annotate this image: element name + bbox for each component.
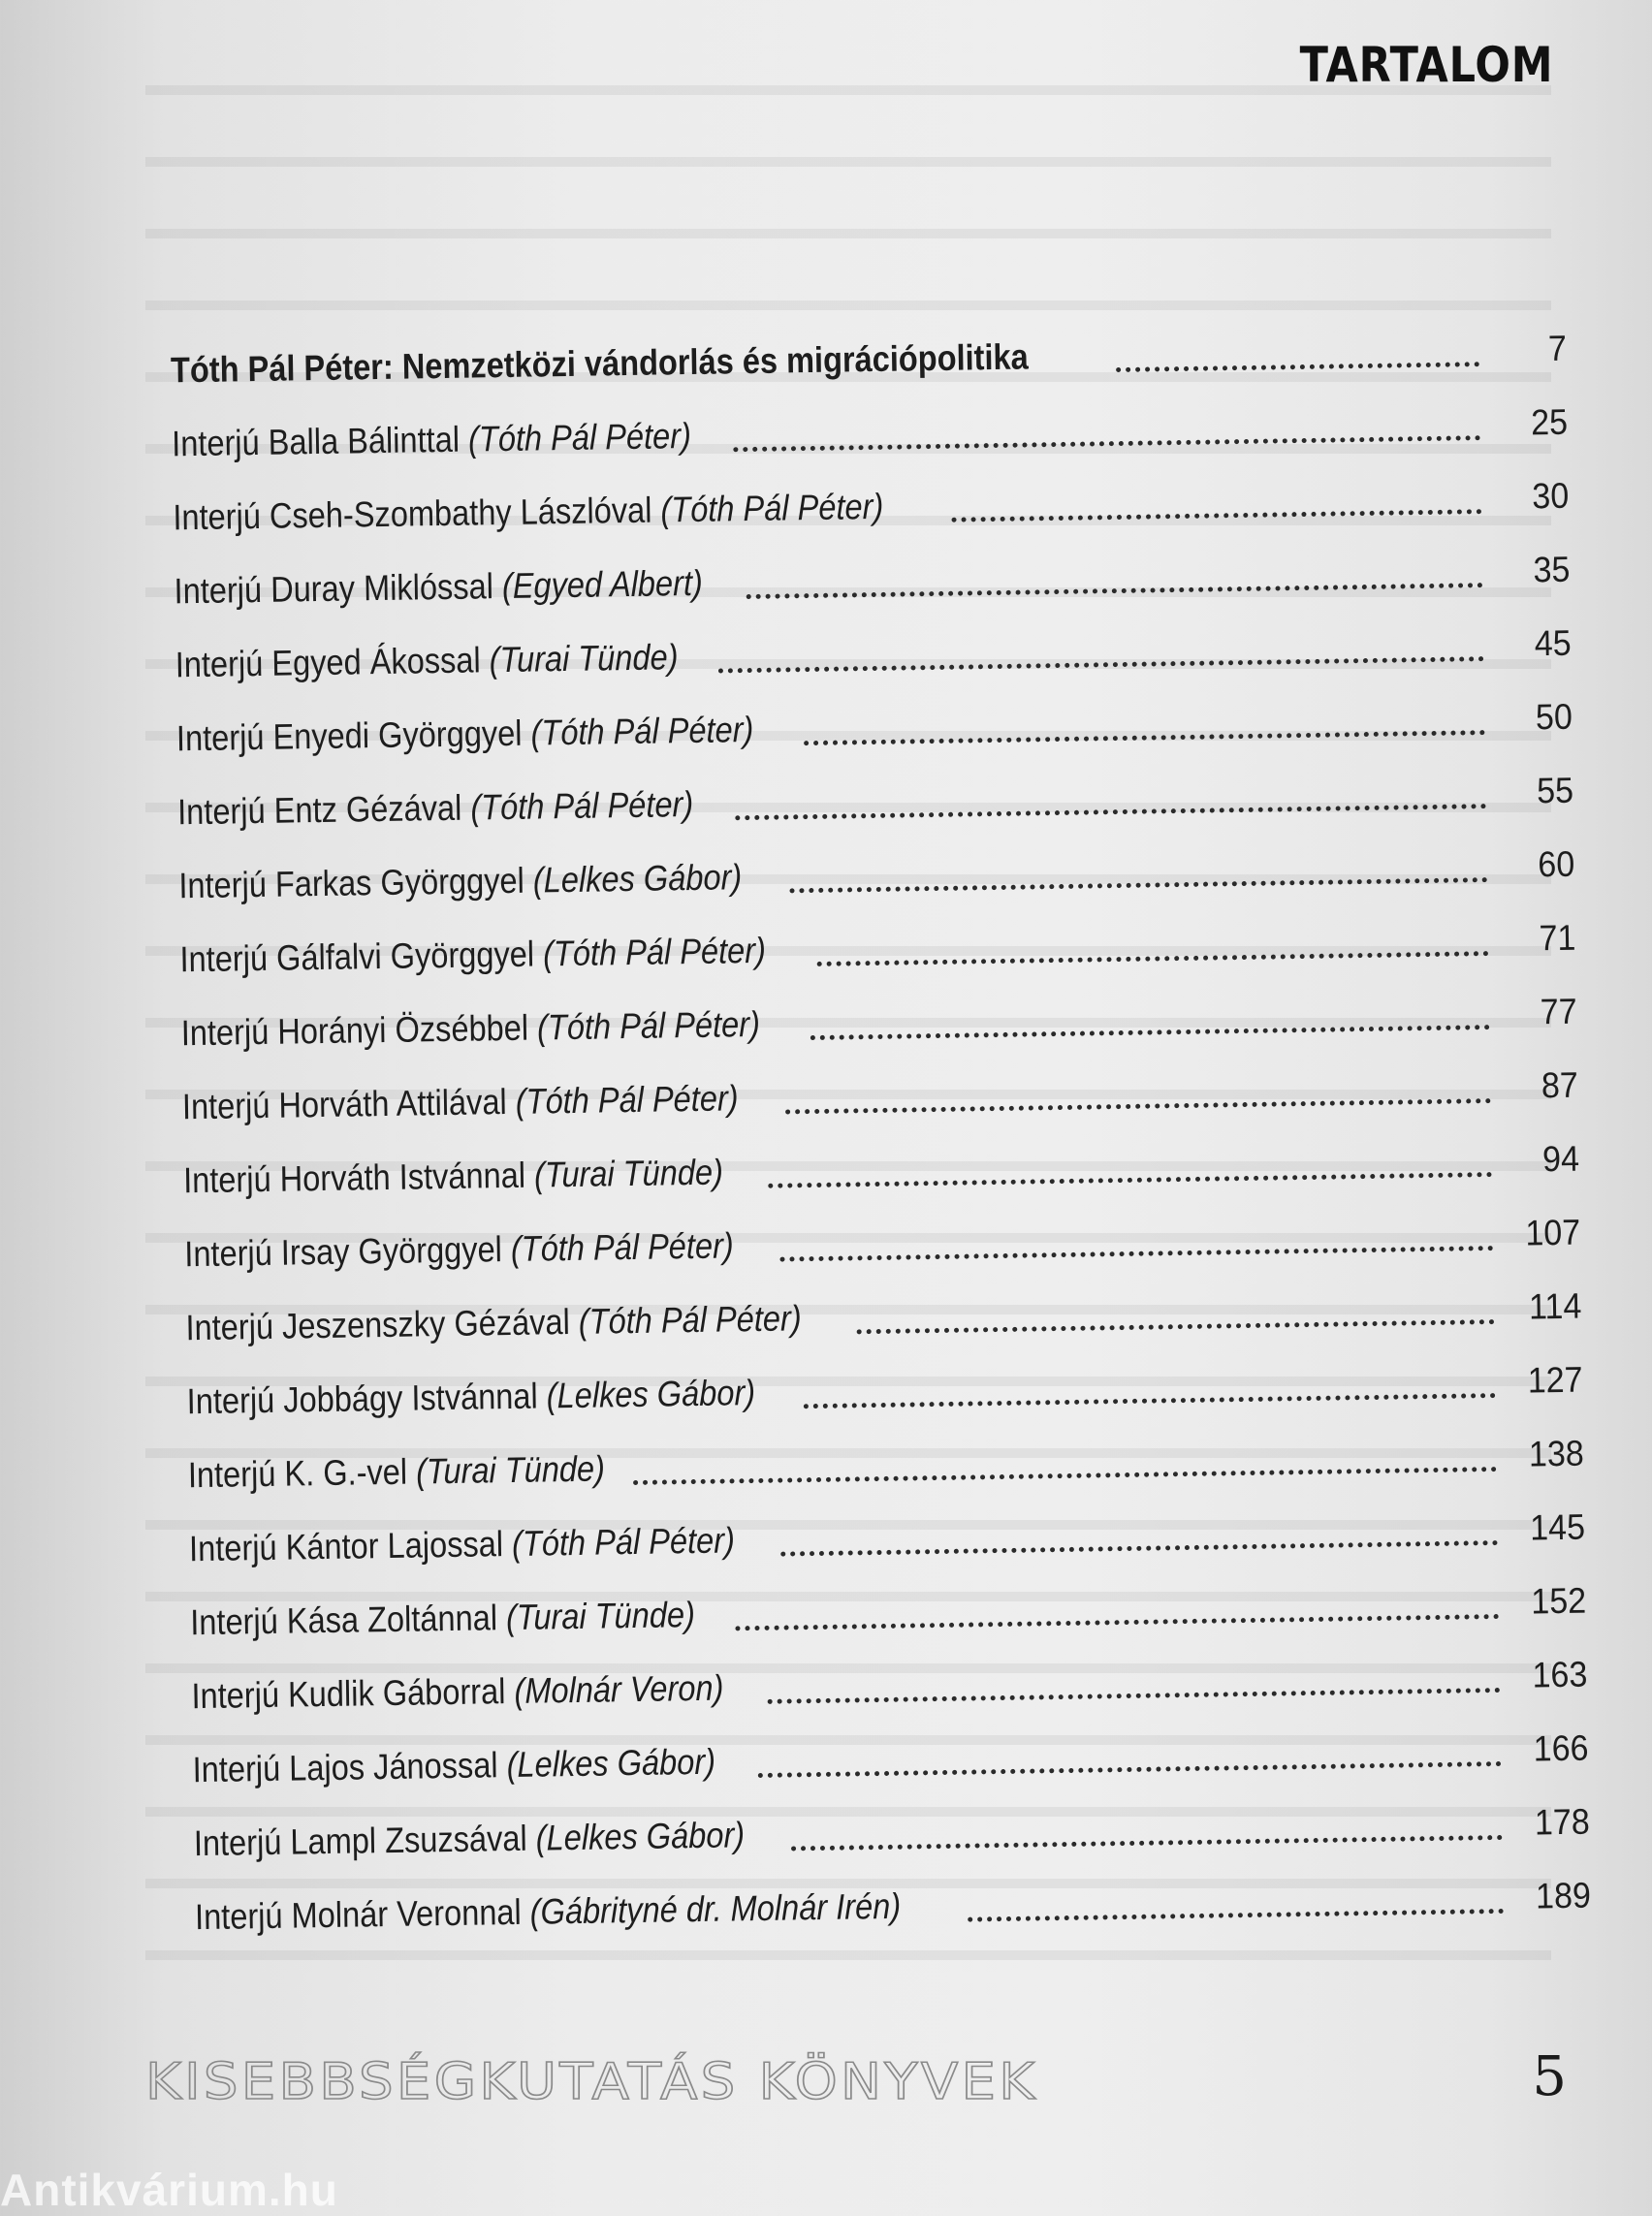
toc-entry-title xyxy=(189,1511,736,1578)
toc-entry[interactable] xyxy=(186,1351,1583,1432)
dot-leader xyxy=(817,951,1489,966)
toc-page-number: 178 xyxy=(1534,1801,1591,1843)
interviewer: (Tóth Pál Péter) xyxy=(470,783,694,828)
interview-subject: Interjú Irsay Györggyel xyxy=(184,1229,503,1275)
toc-entry-title xyxy=(185,1289,802,1357)
toc-entry-title xyxy=(180,996,760,1062)
toc-entry-title xyxy=(176,701,754,768)
toc-page-number: 127 xyxy=(1527,1359,1583,1401)
toc-entry-title xyxy=(178,848,743,915)
interview-subject: Interjú Entz Gézával xyxy=(176,787,462,833)
interview-subject: Interjú Lampl Zsuzsával xyxy=(193,1818,528,1864)
interviewer: (Tóth Pál Péter) xyxy=(660,486,884,530)
dot-leader xyxy=(735,1614,1499,1630)
toc-entry[interactable] xyxy=(177,762,1574,842)
interviewer: (Turai Tünde) xyxy=(415,1448,606,1492)
toc-entry[interactable] xyxy=(176,688,1573,769)
dot-leader xyxy=(758,1760,1502,1777)
interview-subject: Interjú K. G.-vel xyxy=(187,1451,408,1496)
interviewer: (Tóth Pál Péter) xyxy=(578,1298,802,1342)
interviewer: (Tóth Pál Péter) xyxy=(467,415,692,459)
toc-page-number: 94 xyxy=(1541,1138,1580,1180)
dot-leader xyxy=(804,1393,1496,1409)
interview-subject: Interjú Egyed Ákossal xyxy=(175,640,481,685)
series-name: KISEBBSÉGKUTATÁS KÖNYVEK xyxy=(145,2053,1038,2111)
toc-page-number: 107 xyxy=(1525,1212,1581,1253)
dot-leader xyxy=(767,1687,1500,1703)
toc-entry[interactable] xyxy=(189,1499,1586,1579)
toc-entry[interactable] xyxy=(181,1057,1578,1137)
dot-leader xyxy=(810,1025,1490,1040)
toc-page-number: 87 xyxy=(1541,1064,1579,1106)
toc-page-number: 45 xyxy=(1534,622,1572,664)
toc-entry-title: Tóth Pál Péter: Nemzetközi vándorlás és migrációpolitika xyxy=(170,336,1030,391)
interviewer: (Tóth Pál Péter) xyxy=(515,1078,739,1122)
interviewer: (Turai Tünde) xyxy=(533,1152,724,1195)
dot-leader xyxy=(969,1908,1505,1921)
page-title: TARTALOM xyxy=(1299,37,1553,93)
interview-subject: Interjú Horváth Attilával xyxy=(181,1082,508,1127)
dot-leader xyxy=(733,435,1480,452)
dot-leader xyxy=(780,1540,1498,1557)
toc-entry[interactable] xyxy=(175,615,1572,695)
interview-subject: Interjú Lajos Jánossal xyxy=(192,1745,498,1790)
toc-page-number: 163 xyxy=(1532,1654,1588,1695)
toc-entry[interactable] xyxy=(184,1204,1581,1284)
toc-entry[interactable] xyxy=(190,1572,1587,1653)
dot-leader xyxy=(785,1098,1491,1114)
dot-leader xyxy=(804,730,1485,745)
watermark: Antikvárium.hu xyxy=(0,2165,338,2215)
toc-page-number: 71 xyxy=(1539,917,1576,959)
dot-leader xyxy=(951,509,1481,522)
toc-entry-title xyxy=(184,1217,734,1283)
toc-entry-title xyxy=(195,1878,902,1947)
toc-page-number: 152 xyxy=(1531,1580,1587,1622)
toc-entry-title xyxy=(192,1733,715,1799)
toc-entry-title xyxy=(186,1364,755,1431)
toc-entry-title xyxy=(181,1069,739,1136)
toc-entry-title xyxy=(183,1144,724,1211)
toc-entry[interactable] xyxy=(180,983,1577,1063)
dot-leader xyxy=(791,1834,1503,1851)
toc-entry[interactable] xyxy=(185,1278,1582,1358)
interview-subject: Interjú Duray Miklóssal xyxy=(174,566,494,612)
dot-leader xyxy=(768,1172,1492,1188)
toc-entry-title xyxy=(177,776,694,841)
interview-subject: Interjú Kudlik Gáborral xyxy=(191,1671,506,1717)
interviewer: (Lelkes Gábor) xyxy=(535,1815,746,1858)
interview-subject: Interjú Enyedi Györggyel xyxy=(175,712,523,759)
toc-entry[interactable] xyxy=(187,1425,1584,1505)
toc-page-number: 7 xyxy=(1547,328,1568,369)
interview-subject: Interjú Horváth Istvánnal xyxy=(182,1155,526,1201)
toc-entry[interactable] xyxy=(179,909,1576,990)
interview-subject: Interjú Kása Zoltánnal xyxy=(189,1598,498,1643)
interview-subject: Interjú Molnár Veronnal xyxy=(194,1891,523,1938)
interviewer: (Lelkes Gábor) xyxy=(532,857,743,901)
interview-subject: Interjú Gálfalvi Györggyel xyxy=(179,934,535,980)
toc-page-number: 138 xyxy=(1528,1433,1585,1474)
toc-entry-title xyxy=(191,1660,724,1726)
toc-entry-title xyxy=(190,1586,695,1652)
toc-entry[interactable] xyxy=(195,1867,1592,1947)
toc-entry-title xyxy=(173,478,884,548)
interview-subject: Interjú Balla Bálinttal xyxy=(171,419,461,464)
interview-subject: Interjú Kántor Lajossal xyxy=(188,1524,504,1569)
interviewer: (Turai Tünde) xyxy=(505,1595,696,1638)
interview-subject: Interjú Jeszenszky Gézával xyxy=(185,1302,571,1348)
interviewer: (Tóth Pál Péter) xyxy=(510,1225,735,1269)
toc-page-number: 25 xyxy=(1530,401,1569,443)
dot-leader xyxy=(633,1467,1497,1485)
footer-page-number: 5 xyxy=(1532,2045,1567,2108)
interviewer: (Tóth Pál Péter) xyxy=(511,1520,736,1564)
interviewer: (Tóth Pál Péter) xyxy=(530,709,754,753)
interview-subject: Interjú Cseh-Szombathy Lászlóval xyxy=(173,490,652,538)
toc-page-number: 30 xyxy=(1532,475,1570,517)
interviewer: (Lelkes Gábor) xyxy=(546,1373,756,1416)
interview-subject: Interjú Horányi Özsébbel xyxy=(180,1007,529,1054)
toc-page-number: 189 xyxy=(1535,1875,1592,1916)
interviewer: (Tóth Pál Péter) xyxy=(542,930,767,974)
interviewer: (Lelkes Gábor) xyxy=(506,1741,716,1786)
interviewer: (Egyed Albert) xyxy=(501,562,704,607)
dot-leader xyxy=(1117,362,1480,372)
toc-entry[interactable] xyxy=(178,836,1575,916)
toc-entry-title xyxy=(175,628,679,694)
toc-entry-title xyxy=(172,407,692,473)
toc-entry[interactable] xyxy=(191,1646,1588,1726)
interview-subject: Interjú Jobbágy Istvánnal xyxy=(186,1376,539,1422)
toc-entry[interactable] xyxy=(171,320,1568,400)
toc-page-number: 145 xyxy=(1529,1506,1586,1548)
dot-leader xyxy=(790,877,1488,893)
toc-entry-title xyxy=(193,1806,745,1873)
interviewer: (Molnár Veron) xyxy=(514,1667,724,1711)
toc-entry[interactable] xyxy=(173,467,1570,548)
toc-entry-title xyxy=(187,1440,605,1504)
interviewer: (Gábrityné dr. Molnár Irén) xyxy=(529,1885,902,1932)
interviewer: (Turai Tünde) xyxy=(489,637,679,681)
interview-subject: Interjú Farkas Györggyel xyxy=(178,860,525,906)
toc-entry[interactable] xyxy=(192,1720,1589,1800)
toc-page-number: 166 xyxy=(1533,1727,1589,1769)
toc-page-number: 60 xyxy=(1538,843,1575,885)
toc-entry[interactable] xyxy=(193,1793,1590,1874)
interviewer: (Tóth Pál Péter) xyxy=(536,1003,761,1048)
toc-entry[interactable] xyxy=(172,394,1569,474)
toc-page-number: 50 xyxy=(1535,696,1573,738)
dot-leader xyxy=(779,1246,1493,1262)
toc-page-number: 55 xyxy=(1536,770,1574,811)
dot-leader xyxy=(746,583,1482,599)
dot-leader xyxy=(856,1319,1494,1334)
toc-entry[interactable] xyxy=(183,1130,1580,1211)
dot-leader xyxy=(735,804,1486,820)
toc-page-number: 35 xyxy=(1533,549,1571,590)
dot-leader xyxy=(717,656,1483,673)
toc-page-number: 77 xyxy=(1540,991,1577,1032)
toc-entry-title xyxy=(174,554,703,621)
toc-page-number: 114 xyxy=(1528,1285,1582,1327)
toc-entry-title xyxy=(179,922,766,989)
toc-entry[interactable] xyxy=(174,541,1571,621)
